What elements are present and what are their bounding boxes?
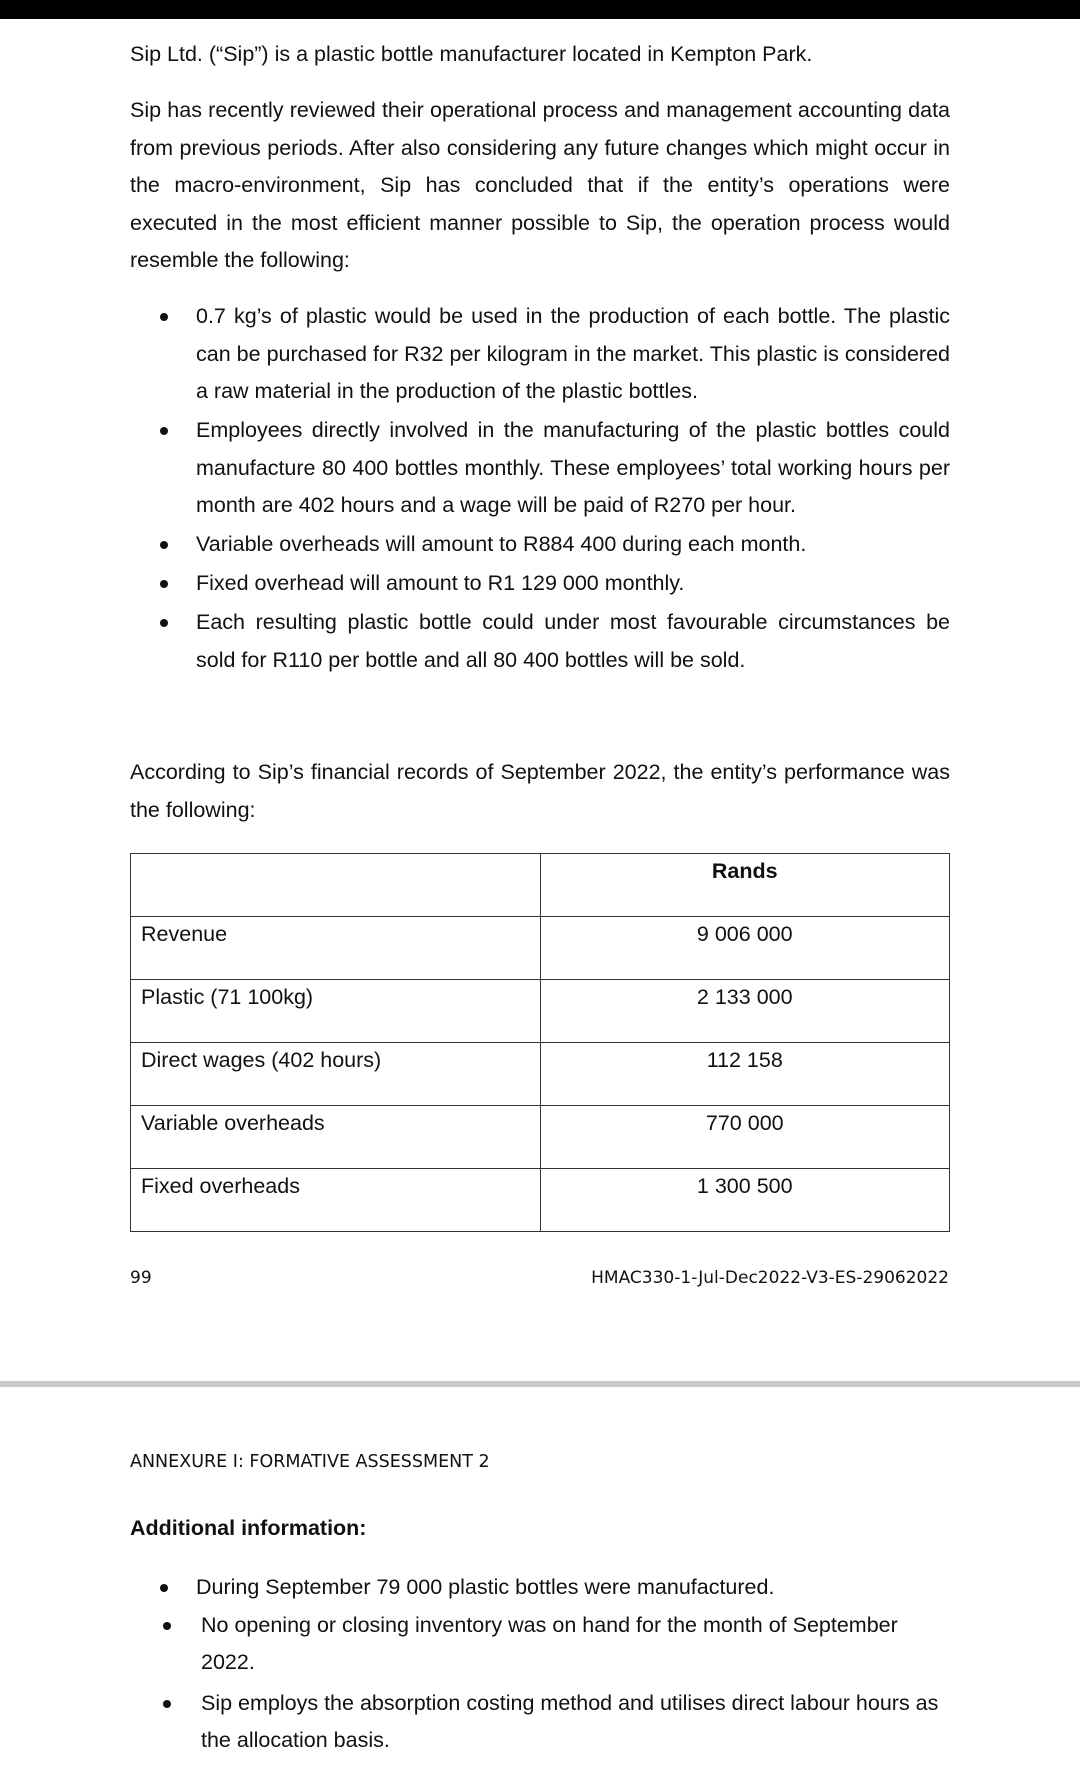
table-label-cell: Variable overheads [131, 1106, 541, 1169]
additional-info-list [130, 1569, 950, 1760]
top-black-bar [0, 0, 1080, 19]
table-value-cell: 770 000 [540, 1106, 950, 1169]
table-label-cell: Revenue [131, 917, 541, 980]
standards-intro-paragraph: Sip has recently reviewed their operational process and management accounting data from previous periods. After also considering any future changes which might occur in the macro-environment, Sip has concluded that if the entity’s operations were executed in the most efficient manner possible to Sip, the operation process would resemble the following: [130, 98, 950, 272]
list-item-text: Each resulting plastic bottle could under most favourable circumstances be sold for R110 per bottle and all 80 400 bottles will be sold. [196, 610, 950, 672]
list-item [130, 1607, 950, 1682]
bullet-icon [160, 580, 168, 588]
list-item [130, 526, 950, 564]
table-value-cell: 1 300 500 [540, 1169, 950, 1232]
table-row [131, 1043, 950, 1106]
bullet-icon [160, 427, 168, 435]
table-header-row [131, 854, 950, 917]
table-value-cell: 112 158 [540, 1043, 950, 1106]
list-item [130, 1685, 950, 1760]
table-label-cell: Plastic (71 100kg) [131, 980, 541, 1043]
additional-info-heading: Additional information: [130, 1516, 367, 1540]
table-row [131, 917, 950, 980]
list-item [130, 604, 950, 679]
table-header-cell: Rands [540, 854, 950, 917]
table-label-cell: Fixed overheads [131, 1169, 541, 1232]
bullet-icon [160, 541, 168, 549]
list-item [130, 1569, 950, 1607]
bullet-icon [160, 1584, 168, 1592]
list-item-text: No opening or closing inventory was on hand for the month of September 2022. [201, 1612, 898, 1674]
list-item [130, 565, 950, 603]
bullet-icon [163, 1700, 171, 1708]
bullet-icon [163, 1622, 171, 1630]
list-item-text: 0.7 kg’s of plastic would be used in the production of each bottle. The plastic can be purchased for R32 per kilogram in the market. This plastic is considered a raw material in the production of the plastic bottles. [196, 304, 950, 403]
page-separator [0, 1381, 1080, 1387]
page-number: 99 [130, 1268, 152, 1288]
table-value-cell: 9 006 000 [540, 917, 950, 980]
bullet-icon [160, 619, 168, 627]
intro-paragraph: Sip Ltd. (“Sip”) is a plastic bottle manufacturer located in Kempton Park. [130, 42, 813, 66]
list-item [130, 298, 950, 411]
table-row [131, 1106, 950, 1169]
performance-table [130, 853, 950, 1232]
table-row [131, 980, 950, 1043]
performance-intro-paragraph: According to Sip’s financial records of September 2022, the entity’s performance was the following: [130, 760, 950, 822]
list-item-text: Employees directly involved in the manufacturing of the plastic bottles could manufacture 80 400 bottles monthly. These employees’ total working hours per month are 402 hours and a wage will be paid of R270 per hour. [196, 418, 950, 517]
list-item-text: During September 79 000 plastic bottles were manufactured. [196, 1575, 775, 1599]
list-item [130, 412, 950, 525]
list-item-text: Fixed overhead will amount to R1 129 000 monthly. [196, 571, 685, 595]
table-header-cell [131, 854, 541, 917]
list-item-text: Sip employs the absorption costing method and utilises direct labour hours as the allocation basis. [201, 1690, 939, 1752]
table-value-cell: 2 133 000 [540, 980, 950, 1043]
list-item-text: Variable overheads will amount to R884 400 during each month. [196, 532, 807, 556]
table-row [131, 1169, 950, 1232]
standards-list [130, 298, 950, 681]
table-label-cell: Direct wages (402 hours) [131, 1043, 541, 1106]
document-code: HMAC330-1-Jul-Dec2022-V3-ES-29062022 [591, 1268, 949, 1288]
annexure-title: ANNEXURE I: FORMATIVE ASSESSMENT 2 [130, 1452, 490, 1472]
bullet-icon [160, 313, 168, 321]
